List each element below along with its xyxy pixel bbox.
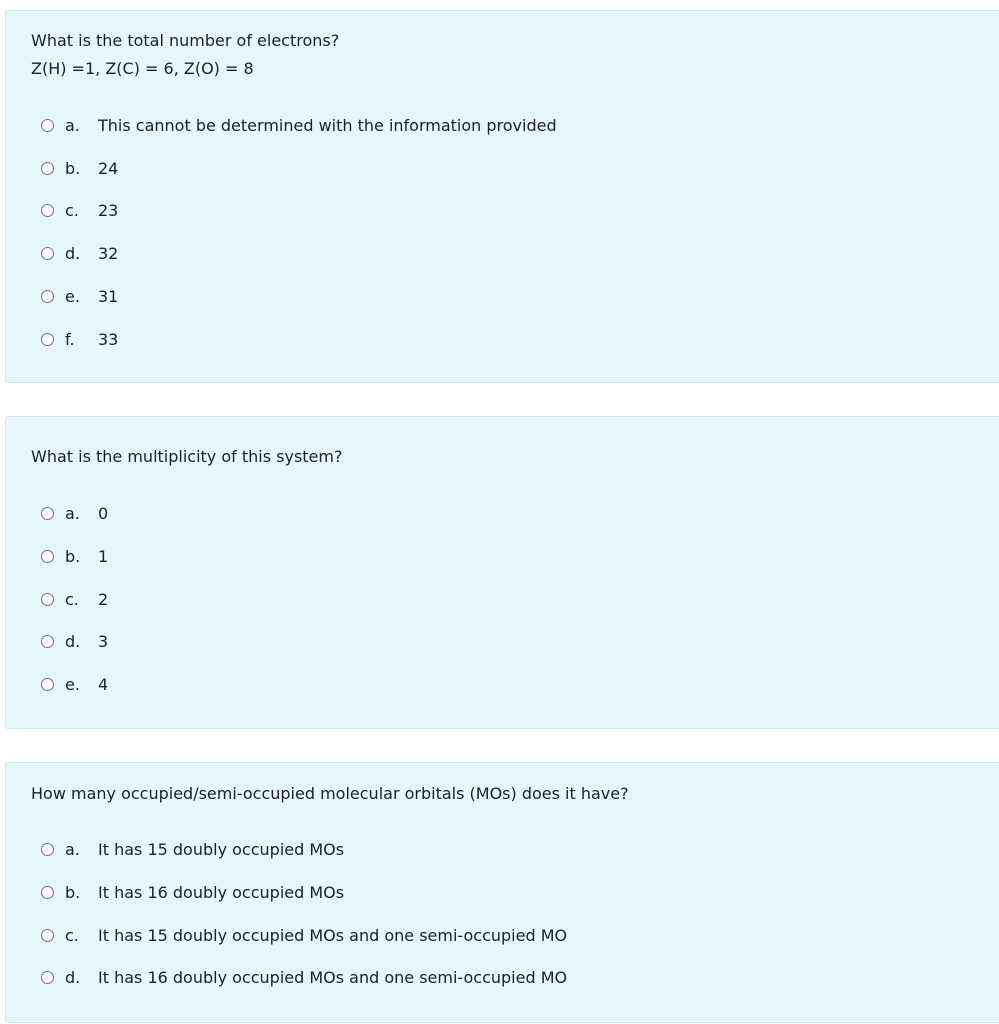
option-letter: c. bbox=[65, 200, 79, 220]
option-label: It has 15 doubly occupied MOs and one semi-occupied MO bbox=[98, 925, 568, 945]
option-label: It has 16 doubly occupied MOs bbox=[98, 882, 345, 902]
option-label: This cannot be determined with the information provided bbox=[98, 115, 557, 135]
option-a[interactable] bbox=[41, 838, 344, 860]
radio-button[interactable] bbox=[41, 162, 54, 175]
option-c[interactable] bbox=[41, 924, 567, 946]
option-letter: d. bbox=[65, 631, 81, 651]
option-label: It has 16 doubly occupied MOs and one semi-occupied MO bbox=[98, 967, 568, 987]
option-e[interactable] bbox=[41, 285, 118, 307]
question-text: How many occupied/semi-occupied molecular orbitals (MOs) does it have? bbox=[31, 784, 629, 803]
option-letter: a. bbox=[65, 115, 80, 135]
option-a[interactable] bbox=[41, 502, 108, 524]
question-panel-multiplicity bbox=[5, 416, 999, 729]
option-b[interactable] bbox=[41, 545, 108, 567]
radio-button[interactable] bbox=[41, 247, 54, 260]
option-label: 31 bbox=[98, 286, 119, 306]
question-subtext: Z(H) =1, Z(C) = 6, Z(O) = 8 bbox=[31, 59, 254, 78]
radio-button[interactable] bbox=[41, 843, 54, 856]
question-text: What is the total number of electrons? bbox=[31, 31, 340, 50]
option-label: 24 bbox=[98, 158, 119, 178]
option-b[interactable] bbox=[41, 881, 344, 903]
option-letter: b. bbox=[65, 882, 81, 902]
radio-button[interactable] bbox=[41, 678, 54, 691]
option-label: 32 bbox=[98, 243, 119, 263]
radio-button[interactable] bbox=[41, 971, 54, 984]
option-e[interactable] bbox=[41, 673, 108, 695]
radio-button[interactable] bbox=[41, 119, 54, 132]
option-c[interactable] bbox=[41, 199, 118, 221]
option-d[interactable] bbox=[41, 966, 567, 988]
option-f[interactable] bbox=[41, 328, 118, 350]
option-c[interactable] bbox=[41, 588, 108, 610]
radio-button[interactable] bbox=[41, 593, 54, 606]
radio-button[interactable] bbox=[41, 204, 54, 217]
option-letter: d. bbox=[65, 243, 81, 263]
radio-button[interactable] bbox=[41, 290, 54, 303]
option-letter: e. bbox=[65, 286, 80, 306]
option-label: 1 bbox=[98, 546, 109, 566]
option-letter: f. bbox=[65, 329, 75, 349]
option-label: 23 bbox=[98, 200, 119, 220]
radio-button[interactable] bbox=[41, 886, 54, 899]
radio-button[interactable] bbox=[41, 635, 54, 648]
option-label: 33 bbox=[98, 329, 119, 349]
option-label: 2 bbox=[98, 589, 109, 609]
question-text: What is the multiplicity of this system? bbox=[31, 447, 343, 466]
question-panel-orbitals bbox=[5, 762, 999, 1023]
option-letter: b. bbox=[65, 158, 81, 178]
option-d[interactable] bbox=[41, 242, 118, 264]
option-letter: a. bbox=[65, 839, 80, 859]
option-label: 0 bbox=[98, 503, 109, 523]
option-letter: c. bbox=[65, 589, 79, 609]
option-label: It has 15 doubly occupied MOs bbox=[98, 839, 345, 859]
option-label: 4 bbox=[98, 674, 109, 694]
option-letter: a. bbox=[65, 503, 80, 523]
option-b[interactable] bbox=[41, 157, 118, 179]
radio-button[interactable] bbox=[41, 507, 54, 520]
radio-button[interactable] bbox=[41, 550, 54, 563]
question-panel-electrons bbox=[5, 10, 999, 383]
option-letter: b. bbox=[65, 546, 81, 566]
option-a[interactable] bbox=[41, 114, 557, 136]
option-letter: e. bbox=[65, 674, 80, 694]
option-d[interactable] bbox=[41, 630, 108, 652]
radio-button[interactable] bbox=[41, 929, 54, 942]
radio-button[interactable] bbox=[41, 333, 54, 346]
option-label: 3 bbox=[98, 631, 109, 651]
option-letter: c. bbox=[65, 925, 79, 945]
option-letter: d. bbox=[65, 967, 81, 987]
